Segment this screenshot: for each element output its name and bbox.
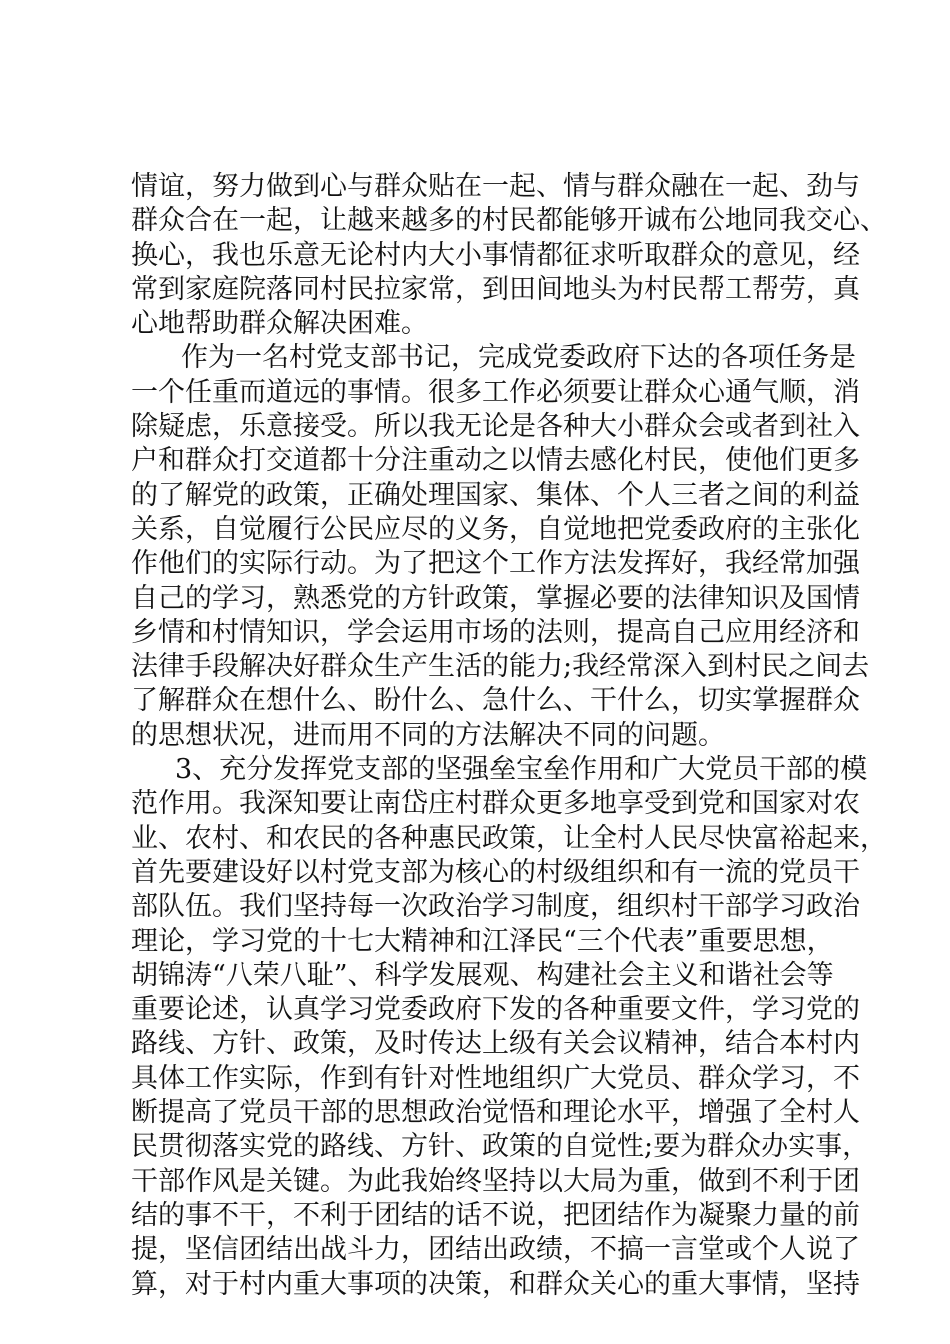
text-line: 重要论述，认真学习党委政府下发的各种重要文件，学习党的 [131, 994, 860, 1026]
text-line: 除疑虑，乐意接受。所以我无论是各种大小群众会或者到社入 [131, 411, 860, 443]
text-line: 关系，自觉履行公民应尽的义务，自觉地把党委政府的主张化 [131, 513, 860, 545]
text-line: 民贯彻落实党的路线、方针、政策的自觉性;要为群众办实事， [131, 1131, 870, 1163]
paragraph-start-line: 作为一名村党支部书记，完成党委政府下达的各项任务是 [181, 342, 856, 374]
text-line: 干部作风是关键。为此我始终坚持以大局为重，做到不利于团 [131, 1165, 860, 1197]
text-line: 作他们的实际行动。为了把这个工作方法发挥好，我经常加强 [131, 548, 860, 580]
text-line: 部队伍。我们坚持每一次政治学习制度，组织村干部学习政治 [131, 891, 860, 923]
text-line: 自己的学习，熟悉党的方针政策，掌握必要的法律知识及国情 [131, 582, 860, 614]
text-line: 路线、方针、政策，及时传达上级有关会议精神，结合本村内 [131, 1028, 860, 1060]
body-text [131, 170, 887, 1302]
text-line: 群众合在一起，让越来越多的村民都能够开诚布公地同我交心、 [131, 205, 887, 237]
text-line: 提，坚信团结出战斗力，团结出政绩，不搞一言堂或个人说了 [131, 1234, 860, 1266]
text-line: 范作用。我深知要让南岱庄村群众更多地享受到党和国家对农 [131, 788, 860, 820]
text-line: 的了解党的政策，正确处理国家、集体、个人三者之间的利益 [131, 479, 860, 511]
text-line: 换心，我也乐意无论村内大小事情都征求听取群众的意见，经 [131, 239, 860, 271]
text-line: 了解群众在想什么、盼什么、急什么、干什么，切实掌握群众 [131, 685, 860, 717]
paragraph-start-line: 3、充分发挥党支部的坚强垒宝垒作用和广大党员干部的模 [175, 754, 868, 786]
text-line: 具体工作实际，作到有针对性地组织广大党员、群众学习，不 [131, 1062, 860, 1094]
text-line: 的思想状况，进而用不同的方法解决不同的问题。 [131, 719, 725, 751]
text-line: 理论，学习党的十七大精神和江泽民“三个代表”重要思想， [131, 925, 834, 957]
text-line: 结的事不干，不利于团结的话不说，把团结作为凝聚力量的前 [131, 1199, 860, 1231]
text-line: 乡情和村情知识，学会运用市场的法则，提高自己应用经济和 [131, 616, 860, 648]
text-line: 业、农村、和农民的各种惠民政策，让全村人民尽快富裕起来， [131, 822, 887, 854]
text-line: 一个任重而道远的事情。很多工作必须要让群众心通气顺，消 [131, 376, 860, 408]
text-line: 常到家庭院落同村民拉家常，到田间地头为村民帮工帮劳，真 [131, 273, 860, 305]
text-line: 断提高了党员干部的思想政治觉悟和理论水平，增强了全村人 [131, 1097, 860, 1129]
text-line: 心地帮助群众解决困难。 [131, 308, 428, 340]
text-line: 算，对于村内重大事项的决策，和群众关心的重大事情，坚持 [131, 1268, 860, 1300]
text-line: 胡锦涛“八荣八耻”、科学发展观、构建社会主义和谐社会等 [131, 959, 834, 991]
text-line: 法律手段解决好群众生产生活的能力;我经常深入到村民之间去 [131, 651, 870, 683]
text-line: 户和群众打交道都十分注重动之以情去感化村民，使他们更多 [131, 445, 860, 477]
text-line: 首先要建设好以村党支部为核心的村级组织和有一流的党员干 [131, 856, 860, 888]
text-line: 情谊，努力做到心与群众贴在一起、情与群众融在一起、劲与 [131, 171, 860, 202]
